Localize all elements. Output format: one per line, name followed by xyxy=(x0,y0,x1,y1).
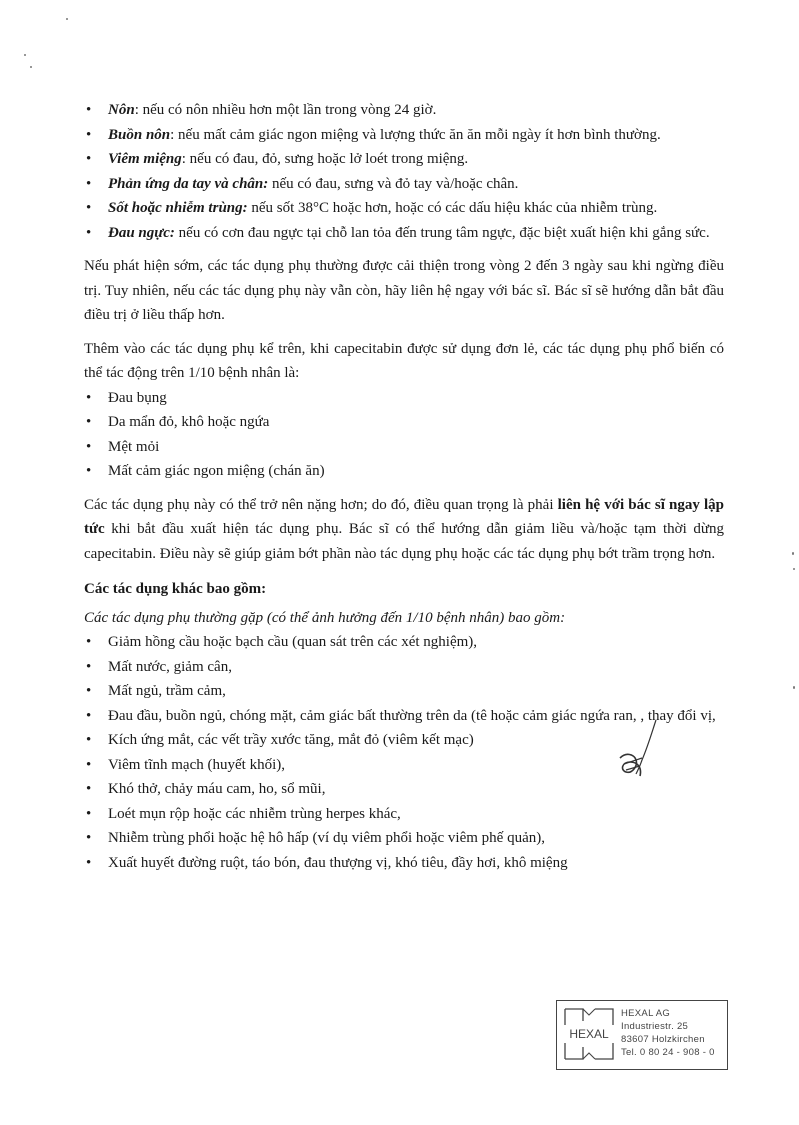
list-item: • Đau đầu, buồn ngủ, chóng mặt, cảm giác bất thường trên da (tê hoặc cảm giác ngứa ran, , thay đổi vị, xyxy=(84,704,724,729)
list-item xyxy=(84,196,724,221)
list-item: • Nhiễm trùng phổi hoặc hệ hô hấp (ví dụ viêm phổi hoặc viêm phế quản), xyxy=(84,826,724,851)
paragraph-text: khi bắt đầu xuất hiện tác dụng phụ. Bác sĩ có thể hướng dẫn giảm liều và/hoặc tạm thời dừng capecitabin. Điều này sẽ giúp giảm bớt phần nào tác dụng phụ hoặc các tác dụng phụ bớt trầm trọng hơn. xyxy=(84,521,724,562)
side-effects-list xyxy=(84,98,724,245)
stamp-city: 83607 Holzkirchen xyxy=(621,1034,705,1045)
scan-speck xyxy=(66,18,68,20)
scan-speck xyxy=(30,66,32,68)
stamp-address xyxy=(621,1007,715,1059)
scan-speck xyxy=(792,552,794,555)
section-heading: Các tác dụng khác bao gồm: xyxy=(84,581,267,597)
term-label: Sốt hoặc nhiễm trùng: xyxy=(108,200,248,216)
term-description: nếu sốt 38°C hoặc hơn, hoặc có các dấu hiệu khác của nhiễm trùng. xyxy=(247,200,658,216)
list-item: • Mất nước, giảm cân, xyxy=(84,655,724,680)
list-item: • Da mẩn đỏ, khô hoặc ngứa xyxy=(84,410,724,435)
list-item: • Loét mụn rộp hoặc các nhiễm trùng herpes khác, xyxy=(84,802,724,827)
term-description: : nếu có đau, đỏ, sưng hoặc lở loét trong miệng. xyxy=(181,151,469,167)
term-description: nếu có đau, sưng và đỏ tay và/hoặc chân. xyxy=(268,175,519,192)
term-label: Nôn xyxy=(108,102,135,118)
term-description: : nếu có nôn nhiều hơn một lần trong vòng 24 giờ. xyxy=(134,102,437,118)
paragraph: Nếu phát hiện sớm, các tác dụng phụ thường được cải thiện trong vòng 2 đến 3 ngày sau khi ngừng điều trị. Tuy nhiên, nếu các tác dụng phụ này vẫn còn, hãy liên hệ ngay với bác sĩ. Bác sĩ sẽ hướng dẫn bắt đầu điều trị ở liều thấp hơn. xyxy=(84,258,724,323)
term-label: Phản ứng da tay và chân: xyxy=(108,175,269,192)
stamp-logo-text: HEXAL xyxy=(569,1027,609,1041)
stamp-street: Industriestr. 25 xyxy=(621,1021,689,1032)
list-item xyxy=(84,123,724,148)
paragraph-text: Các tác dụng phụ này có thể trở nên nặng hơn; do đó, điều quan trọng là phải xyxy=(84,496,558,513)
list-item xyxy=(84,147,724,172)
list-item: • Xuất huyết đường ruột, táo bón, đau thượng vị, khó tiêu, đầy hơi, khô miệng xyxy=(84,851,724,876)
list-item: • Viêm tĩnh mạch (huyết khối), xyxy=(84,753,724,778)
section-subheading: Các tác dụng phụ thường gặp (có thể ảnh hưởng đến 1/10 bệnh nhân) bao gồm: xyxy=(84,609,566,626)
term-description: nếu có cơn đau ngực tại chỗ lan tỏa đến trung tâm ngực, đặc biệt xuất hiện khi gắng sức. xyxy=(174,224,710,241)
stamp-company: HEXAL AG xyxy=(621,1008,671,1019)
signature-mark xyxy=(612,718,662,784)
list-item: • Khó thở, chảy máu cam, ho, sổ mũi, xyxy=(84,777,724,802)
list-item: • Mất ngủ, trầm cảm, xyxy=(84,679,724,704)
scan-speck xyxy=(24,54,26,56)
term-description: : nếu mất cảm giác ngon miệng và lượng thức ăn ăn mỗi ngày ít hơn bình thường. xyxy=(170,126,661,143)
paragraph xyxy=(84,493,724,567)
hexal-logo xyxy=(559,1003,619,1065)
list-item xyxy=(84,172,724,197)
list-item: • Mất cảm giác ngon miệng (chán ăn) xyxy=(84,459,724,484)
list-item: • Giảm hồng cầu hoặc bạch cầu (quan sát trên các xét nghiệm), xyxy=(84,630,724,655)
paragraph: Thêm vào các tác dụng phụ kể trên, khi capecitabin được sử dụng đơn lẻ, các tác dụng phụ phổ biến có thể tác động trên 1/10 bệnh nhân là: xyxy=(84,340,724,381)
list-item: • Mệt mỏi xyxy=(84,435,724,460)
emphasis-text: liên hệ với bác sĩ ngay lập tức xyxy=(84,496,724,537)
term-label: Đau ngực: xyxy=(108,224,175,241)
scan-speck xyxy=(793,568,795,570)
common-effects-list xyxy=(84,386,724,484)
term-label: Viêm miệng xyxy=(108,151,182,167)
scan-speck xyxy=(793,686,795,689)
company-stamp xyxy=(556,1000,728,1070)
list-item xyxy=(84,221,724,246)
term-label: Buồn nôn xyxy=(108,126,171,143)
stamp-phone: Tel. 0 80 24 - 908 - 0 xyxy=(621,1047,715,1058)
list-item: • Kích ứng mắt, các vết trầy xước tăng, mắt đỏ (viêm kết mạc) xyxy=(84,728,724,753)
list-item: • Đau bụng xyxy=(84,386,724,411)
list-item xyxy=(84,98,724,123)
